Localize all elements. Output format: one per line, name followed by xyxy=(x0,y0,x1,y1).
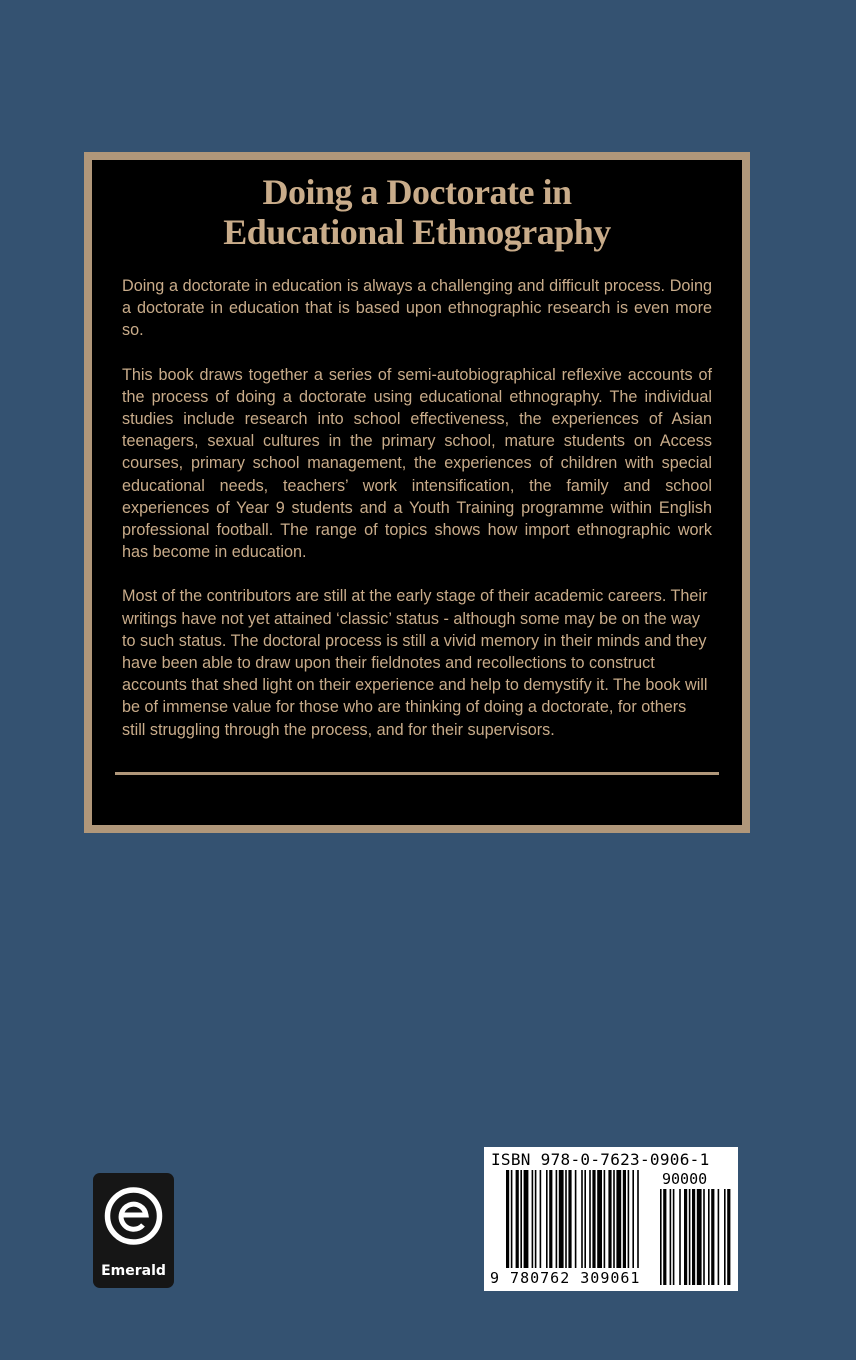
barcode-bar xyxy=(581,1170,583,1268)
barcode-bar xyxy=(575,1170,577,1268)
barcode-bar xyxy=(546,1170,548,1268)
barcode-bar xyxy=(520,1170,522,1268)
barcode-bar xyxy=(565,1170,567,1268)
barcode-bar xyxy=(637,1170,639,1268)
blurb-paragraph-3: Most of the contributors are still at the early stage of their academic careers. Their writings have not yet attained ‘classic’ status - although some may be on the way to such status. The doctoral process is still a vivid memory in their minds and they have been able to draw upon their fieldnotes and recollections to construct accounts that shed light on their experience and help to demystify it. The book will be of immense value for those who are thinking of doing a doctorate, for others still struggling through the process, and for their supervisors. xyxy=(122,587,708,739)
barcode-bar xyxy=(708,1189,710,1285)
barcode-bar xyxy=(628,1170,630,1268)
barcode-bar xyxy=(592,1170,595,1268)
barcode-bar xyxy=(692,1189,695,1285)
emerald-e-logo-icon xyxy=(102,1181,165,1251)
barcode-bar xyxy=(632,1170,634,1268)
barcode-bar xyxy=(711,1189,714,1285)
barcode-bar xyxy=(697,1189,702,1285)
isbn-barcode xyxy=(484,1147,738,1291)
barcode-bar xyxy=(584,1170,586,1268)
barcode-bar xyxy=(559,1170,564,1268)
barcode-bar xyxy=(524,1170,529,1268)
ean-number: 9 780762 309061 xyxy=(490,1269,641,1287)
barcode-bar xyxy=(616,1170,621,1268)
barcode-bar xyxy=(568,1170,571,1268)
blurb-paragraph-1: Doing a doctorate in education is always a challenging and difficult process. Doing a doctorate in education that is based upon ethnographic research is even more so. xyxy=(122,277,712,340)
barcode-bar xyxy=(556,1170,558,1268)
barcode-bar xyxy=(663,1189,666,1285)
barcode-bar xyxy=(613,1170,615,1268)
barcode-bar xyxy=(540,1170,542,1268)
barcode-bar xyxy=(623,1170,626,1268)
barcode-bar xyxy=(703,1189,705,1285)
blurb-paragraph-2: This book draws together a series of semi-autobiographical reflexive accounts of the process of doing a doctorate using educational ethnography. The individual studies include research into school effectiveness, the experiences of Asian teenagers, sexual cultures in the primary school, mature students on Access courses, primary school management, the experiences of children with special educational needs, teachers’ work intensification, the family and school experiences of Year 9 students and a Youth Training programme within English professional football. The range of topics shows how import ethnographic work has become in education. xyxy=(122,365,712,562)
divider-rule xyxy=(115,772,719,775)
barcode-bar xyxy=(660,1189,662,1285)
isbn-label: ISBN 978-0-7623-0906-1 xyxy=(491,1150,710,1169)
barcode-bar xyxy=(679,1189,681,1285)
barcode-bar xyxy=(506,1170,509,1268)
publisher-name: Emerald xyxy=(101,1263,166,1279)
barcode-bar xyxy=(670,1189,672,1285)
barcode-bar xyxy=(549,1170,552,1268)
description-panel-inner xyxy=(92,160,742,825)
barcode-bar xyxy=(724,1189,726,1285)
barcode-bar xyxy=(535,1170,537,1268)
description-panel xyxy=(84,152,750,833)
barcode-bar xyxy=(604,1170,606,1268)
barcode-bar xyxy=(516,1170,519,1268)
barcode-bar xyxy=(673,1189,675,1285)
barcode-bar xyxy=(684,1189,687,1285)
barcode-bar xyxy=(689,1189,691,1285)
barcode-bar xyxy=(608,1170,611,1268)
book-title xyxy=(122,160,712,252)
barcode-bar xyxy=(597,1170,602,1268)
publisher-logo xyxy=(93,1173,174,1288)
book-title-line-2: Educational Ethnography xyxy=(223,212,611,252)
barcode-bar xyxy=(718,1189,720,1285)
barcode-bar xyxy=(727,1189,730,1285)
book-blurb xyxy=(122,275,712,741)
barcode-bar xyxy=(532,1170,534,1268)
book-title-line-1: Doing a Doctorate in xyxy=(262,172,572,212)
price-addon-number: 90000 xyxy=(662,1170,708,1188)
barcode-bar xyxy=(511,1170,513,1268)
barcode-bar xyxy=(589,1170,591,1268)
